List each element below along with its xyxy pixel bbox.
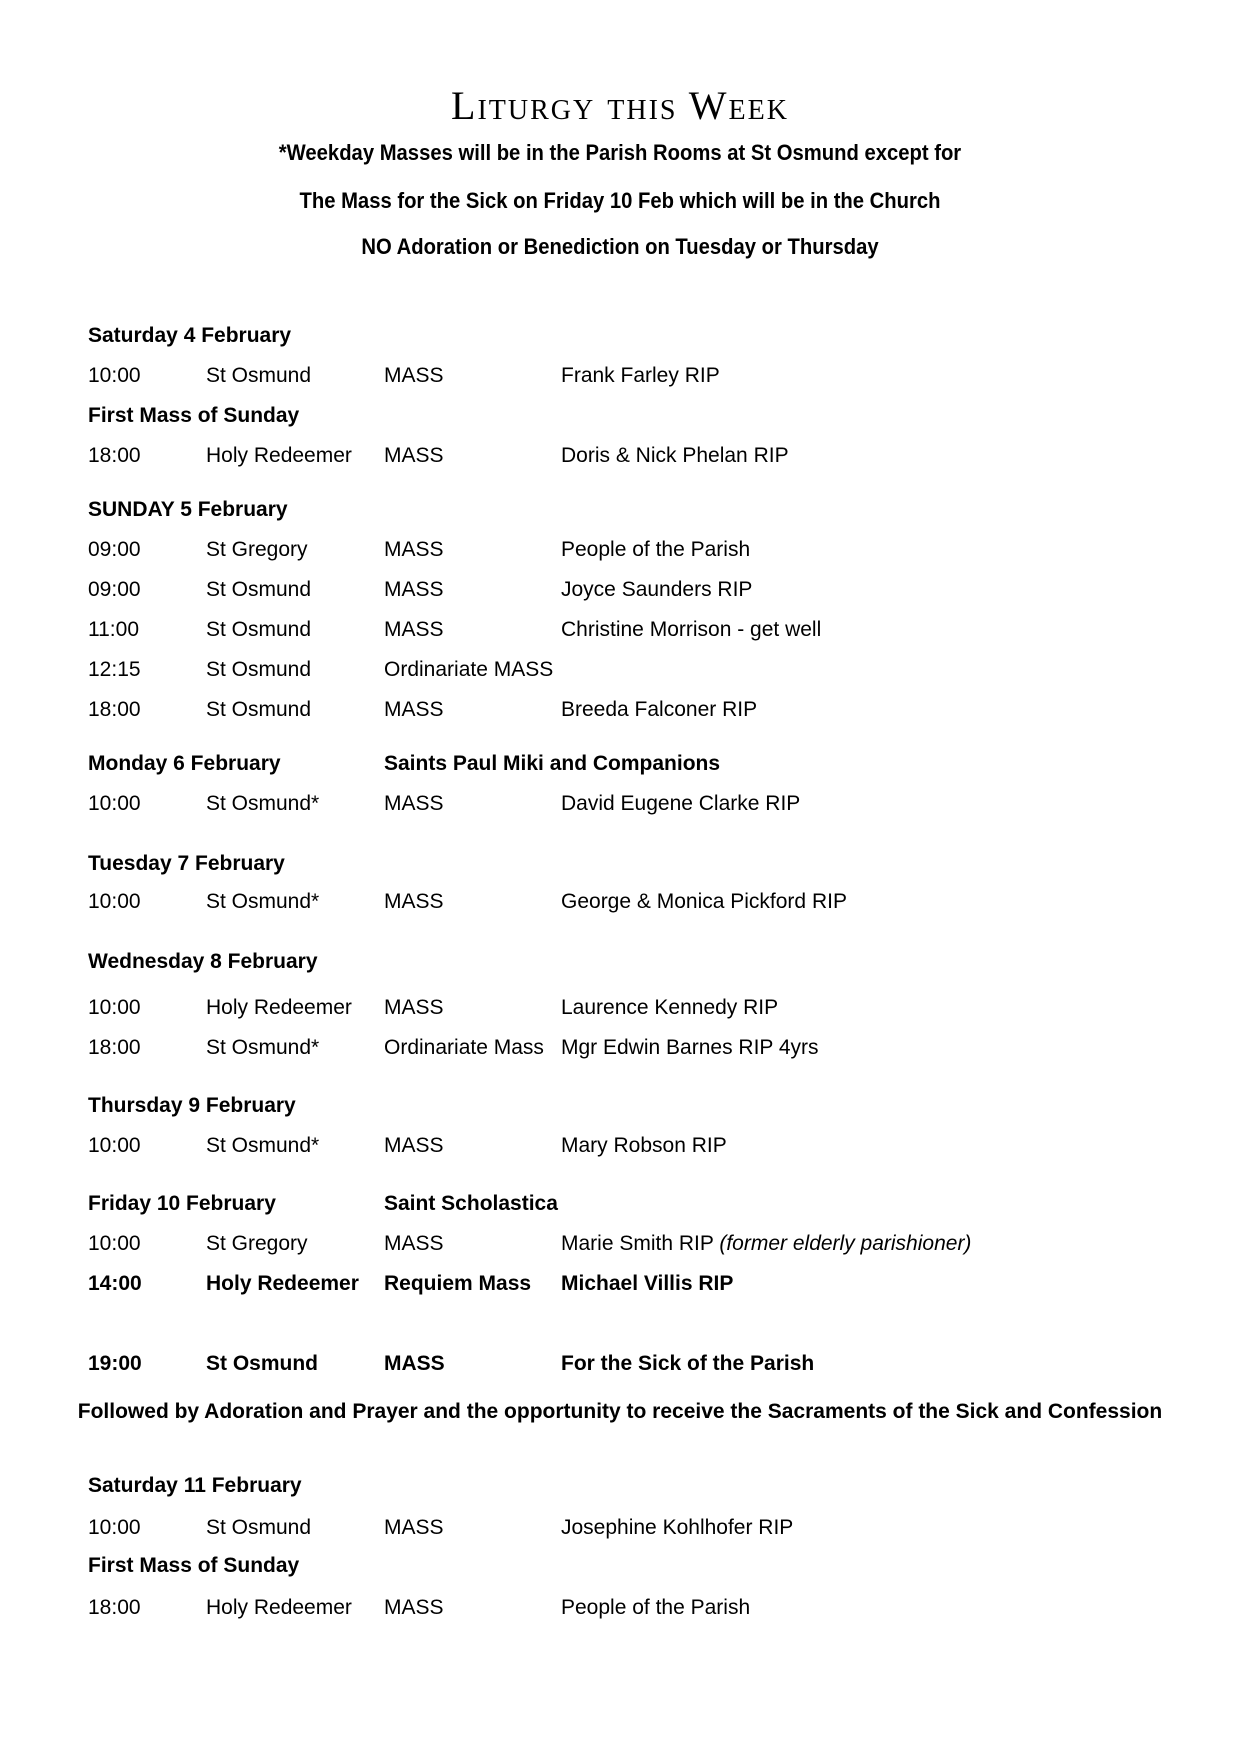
row-place: St Osmund [206, 364, 312, 387]
row-place: St Osmund* [206, 1134, 320, 1157]
row-service: MASS [384, 364, 444, 387]
followed-by-note: Followed by Adoration and Prayer and the opportunity to receive the Sacraments of the Sick and Confession [77, 1400, 1163, 1423]
page-title: Liturgy this Week [451, 83, 789, 128]
feast-mon6: Saints Paul Miki and Companions [384, 752, 721, 775]
row-service: MASS [384, 444, 444, 467]
row-intention: People of the Parish [561, 538, 751, 561]
row-service: MASS [384, 618, 444, 641]
row-place: St Osmund* [206, 890, 320, 913]
row-time: 11:00 [88, 618, 139, 641]
row-place: St Osmund [206, 1352, 319, 1375]
row-time: 10:00 [88, 890, 141, 913]
row-intention: Michael Villis RIP [561, 1272, 734, 1295]
table-row [0, 890, 1240, 916]
table-row [0, 698, 1240, 724]
row-time: 10:00 [88, 1134, 141, 1157]
day-heading-sat4: Saturday 4 February [88, 324, 292, 347]
day-heading-first-mass: First Mass of Sunday [88, 1554, 300, 1577]
row-place: St Osmund* [206, 1036, 320, 1059]
row-intention: Mary Robson RIP [561, 1134, 727, 1157]
row-service: Ordinariate MASS [384, 658, 554, 681]
row-intention-note: (former elderly parishioner) [719, 1232, 972, 1255]
row-place: St Osmund [206, 618, 312, 641]
row-service: MASS [384, 1596, 444, 1619]
notice-mass-for-sick: The Mass for the Sick on Friday 10 Feb which will be in the Church [299, 188, 941, 213]
notice-weekday-masses: *Weekday Masses will be in the Parish Rooms at St Osmund except for [278, 140, 962, 165]
row-place: St Osmund [206, 658, 312, 681]
table-row [0, 1232, 1240, 1258]
row-place: St Osmund [206, 578, 312, 601]
row-service: MASS [384, 578, 444, 601]
row-intention: Doris & Nick Phelan RIP [561, 444, 789, 467]
row-service: Ordinariate Mass [384, 1036, 544, 1059]
feast-fri10: Saint Scholastica [384, 1192, 558, 1215]
day-heading-thu9: Thursday 9 February [88, 1094, 296, 1117]
day-heading-tue7: Tuesday 7 February [88, 852, 285, 875]
table-row [0, 996, 1240, 1022]
table-row [0, 1036, 1240, 1062]
row-place: St Gregory [206, 1232, 308, 1255]
row-time: 09:00 [88, 538, 141, 561]
row-time: 10:00 [88, 792, 141, 815]
row-time: 09:00 [88, 578, 141, 601]
row-service: MASS [384, 1352, 445, 1375]
row-time: 18:00 [88, 1596, 141, 1619]
table-row [0, 1516, 1240, 1542]
day-heading-sun5: SUNDAY 5 February [88, 498, 288, 521]
row-service: MASS [384, 698, 444, 721]
day-heading-sat11: Saturday 11 February [88, 1474, 302, 1497]
table-row [0, 618, 1240, 644]
row-time: 14:00 [88, 1272, 142, 1295]
row-time: 18:00 [88, 444, 141, 467]
row-intention: Laurence Kennedy RIP [561, 996, 779, 1019]
row-place: Holy Redeemer [206, 996, 352, 1019]
table-row [0, 658, 1240, 684]
row-service: Requiem Mass [384, 1272, 532, 1295]
row-time: 19:00 [88, 1352, 142, 1375]
row-service: MASS [384, 538, 444, 561]
day-heading-mon6: Monday 6 February [88, 752, 281, 775]
row-time: 10:00 [88, 1232, 141, 1255]
row-service: MASS [384, 996, 444, 1019]
table-row [0, 1352, 1240, 1378]
notice-no-adoration: NO Adoration or Benediction on Tuesday or Thursday [361, 234, 879, 259]
row-service: MASS [384, 1516, 444, 1539]
row-intention: David Eugene Clarke RIP [561, 792, 801, 815]
row-intention-with-note [561, 1232, 971, 1256]
table-row [0, 792, 1240, 818]
row-intention: Frank Farley RIP [561, 364, 720, 387]
row-intention: Joyce Saunders RIP [561, 578, 753, 601]
row-intention: People of the Parish [561, 1596, 751, 1619]
row-intention: Breeda Falconer RIP [561, 698, 758, 721]
row-service: MASS [384, 1134, 444, 1157]
row-time: 10:00 [88, 996, 141, 1019]
row-place: Holy Redeemer [206, 444, 352, 467]
row-time: 10:00 [88, 364, 141, 387]
row-intention: Christine Morrison - get well [561, 618, 822, 641]
row-intention: Marie Smith RIP [561, 1232, 714, 1255]
table-row [0, 364, 1240, 390]
row-intention: Mgr Edwin Barnes RIP 4yrs [561, 1036, 819, 1059]
row-place: St Osmund* [206, 792, 320, 815]
row-time: 18:00 [88, 1036, 141, 1059]
table-row [0, 1134, 1240, 1160]
row-intention: George & Monica Pickford RIP [561, 890, 847, 913]
row-place: Holy Redeemer [206, 1272, 359, 1295]
row-time: 12:15 [88, 658, 141, 681]
row-place: Holy Redeemer [206, 1596, 352, 1619]
day-heading-wed8: Wednesday 8 February [88, 950, 318, 973]
row-service: MASS [384, 792, 444, 815]
row-place: St Gregory [206, 538, 308, 561]
row-service: MASS [384, 890, 444, 913]
table-row [0, 444, 1240, 470]
row-service: MASS [384, 1232, 444, 1255]
row-place: St Osmund [206, 698, 312, 721]
row-place: St Osmund [206, 1516, 312, 1539]
day-heading-first-mass: First Mass of Sunday [88, 404, 300, 427]
table-row [0, 1272, 1240, 1298]
row-time: 10:00 [88, 1516, 141, 1539]
table-row [0, 1596, 1240, 1622]
row-intention: Josephine Kohlhofer RIP [561, 1516, 794, 1539]
table-row [0, 578, 1240, 604]
row-time: 18:00 [88, 698, 141, 721]
row-intention: For the Sick of the Parish [561, 1352, 815, 1375]
day-heading-fri10: Friday 10 February [88, 1192, 276, 1215]
table-row [0, 538, 1240, 564]
